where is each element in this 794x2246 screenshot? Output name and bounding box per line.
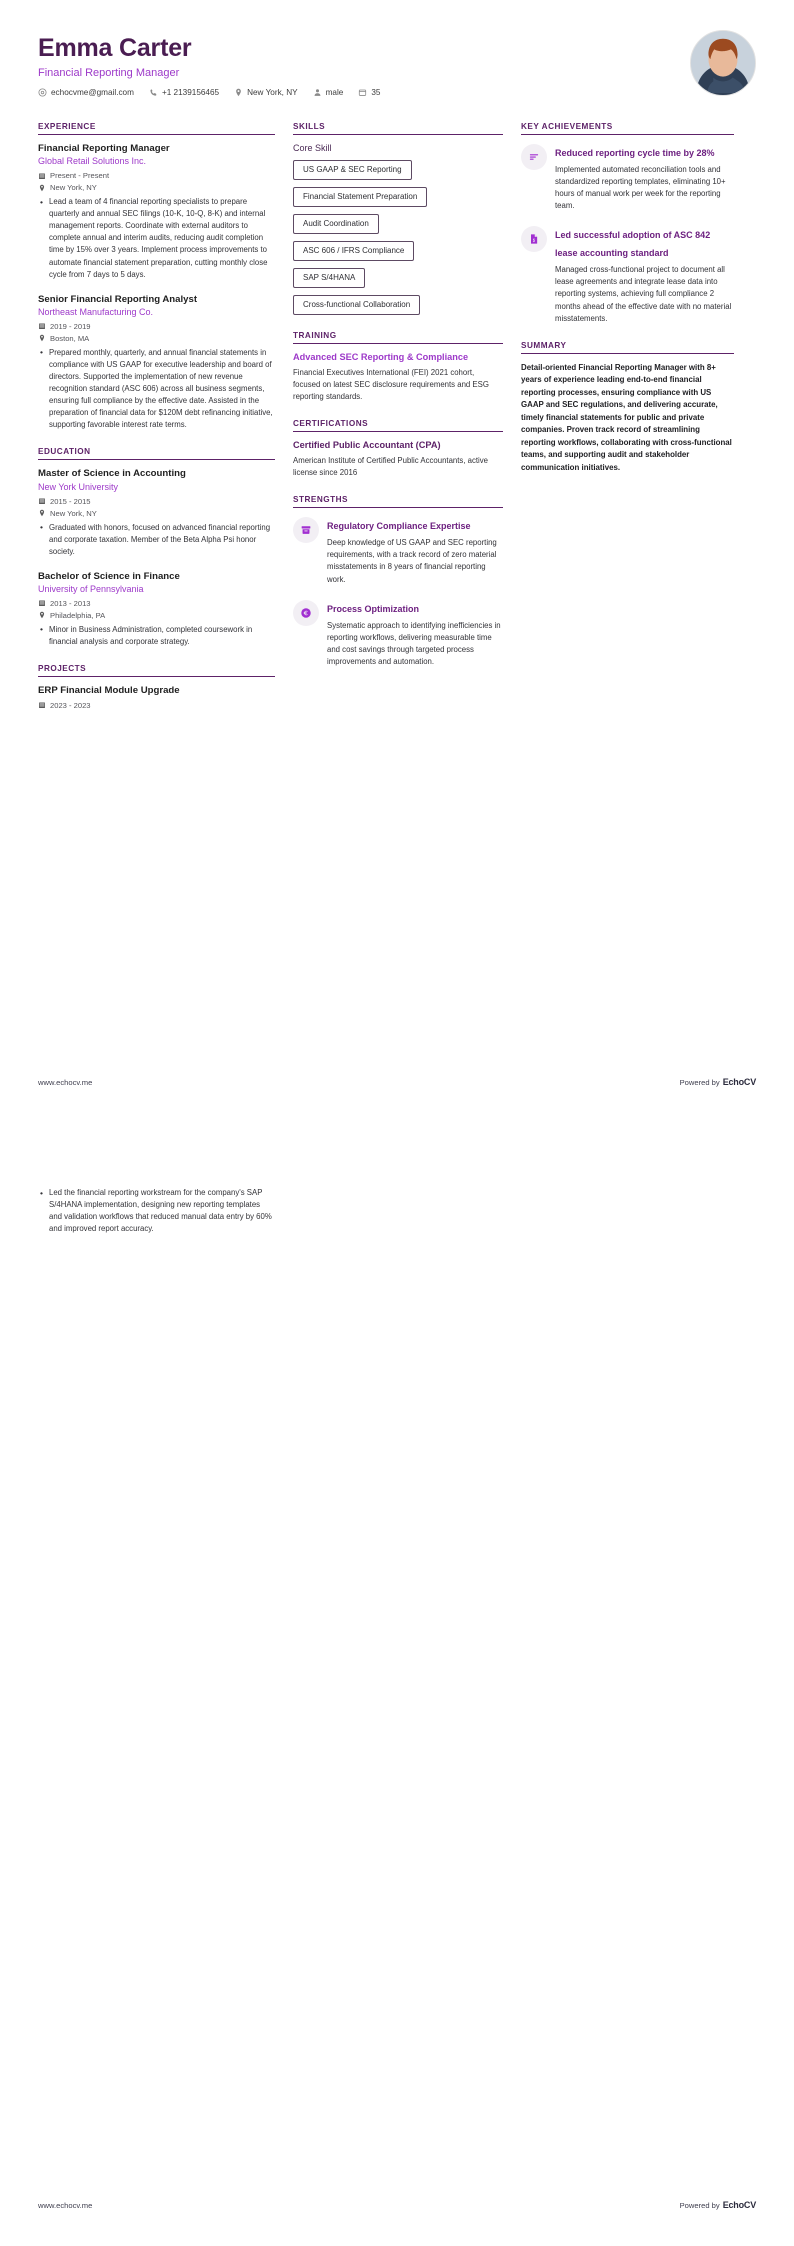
strength-text xyxy=(327,516,503,585)
contact-location xyxy=(234,88,298,97)
award-badge-icon xyxy=(293,517,319,543)
achievement-text xyxy=(555,143,734,212)
entry-organization: Northeast Manufacturing Co. xyxy=(38,307,154,318)
training-title: Advanced SEC Reporting & Compliance xyxy=(293,352,469,362)
strength-title: Process Optimization xyxy=(327,603,420,614)
bullet-item: • Lead a team of 4 financial reporting specialists to prepare quarterly and annual SEC filings (10-K, 10-Q, 8-K) and internal management reports. Coordinate with external auditors to complete annual and interim audits, reducing audit completion time by 15% over 3 years. Implement process improvements to automate financial statement preparation, cutting monthly close cycle from 7 days to 5 days. xyxy=(49,196,275,281)
contact-gender-value: male xyxy=(325,87,344,97)
entry-dates-value: Present - Present xyxy=(50,171,110,181)
entry-title: ERP Financial Module Upgrade xyxy=(38,685,180,697)
section-title-strengths: STRENGTHS xyxy=(293,495,503,508)
achievement-body: Managed cross-functional project to document all lease agreements and integrate lease data into reporting systems, achieving full compliance 2 months ahead of the effective date with no material misstatements. xyxy=(555,265,732,323)
contact-location-value: New York, NY xyxy=(247,87,298,97)
euro-coin-icon xyxy=(293,600,319,626)
contact-phone xyxy=(149,88,219,97)
page-footer xyxy=(38,1077,756,1087)
strength-body: Systematic approach to identifying inefficiencies in reporting workflows, delivering measurable time and cost savings through targeted process improvements and automation. xyxy=(327,620,501,666)
page-2-content xyxy=(0,1123,794,1235)
section-title-key-achievements: KEY ACHIEVEMENTS xyxy=(521,122,734,135)
calendar-icon xyxy=(38,701,46,709)
skill-chip: SAP S/4HANA xyxy=(293,268,365,288)
footer-brand: EchoCV xyxy=(722,2200,756,2210)
entry-location-value: Boston, MA xyxy=(50,333,90,343)
entry-dates-value: 2019 - 2019 xyxy=(50,321,91,331)
footer-powered-label: Powered by xyxy=(679,1078,720,1087)
phone-icon xyxy=(149,88,158,97)
entry-bullets xyxy=(38,347,275,432)
entry-bullets xyxy=(38,522,275,558)
footer-powered-by xyxy=(680,1077,756,1087)
footer-brand: EchoCV xyxy=(722,1077,756,1087)
section-title-summary: SUMMARY xyxy=(521,341,734,354)
calendar-icon xyxy=(358,88,367,97)
achievement-title: Reduced reporting cycle time by 28% xyxy=(555,148,715,158)
resume-header xyxy=(0,0,794,104)
calendar-icon xyxy=(38,497,46,505)
achievement-item xyxy=(521,225,734,324)
achievement-text xyxy=(555,225,734,324)
bullet-item: • Minor in Business Administration, completed coursework in financial analysis and corporate strategy. xyxy=(49,624,275,648)
summary-text: Detail-oriented Financial Reporting Manager with 8+ years of experience leading end-to-end financial reporting processes, ensuring compliance with US GAAP and SEC regulations, and delivering accurate, timely financial statements for public and private companies. Proven track record of streamlining reporting workflows, collaborating with cross-functional teams, and supporting audit and stakeholder communication initiatives. xyxy=(521,362,732,472)
column-right xyxy=(521,122,734,490)
entry-location xyxy=(38,183,275,192)
entry-bullets xyxy=(38,196,275,281)
strength-body: Deep knowledge of US GAAP and SEC reporting requirements, with a track record of zero material misstatements in 8 years of financial reporting work. xyxy=(327,538,497,584)
section-title-certifications: CERTIFICATIONS xyxy=(293,419,503,432)
achievement-body: Implemented automated reconciliation tools and standardized reporting templates, eliminating 10+ hours of manual work per week for the reporting team. xyxy=(555,165,726,211)
entry-bullets xyxy=(38,1187,275,1235)
entry-location-value: New York, NY xyxy=(50,508,97,518)
entry-bullets xyxy=(38,624,275,648)
contact-phone-value: +1 2139156465 xyxy=(161,87,220,97)
pin-icon xyxy=(234,88,243,97)
entry-dates xyxy=(38,701,275,710)
avatar xyxy=(690,30,756,96)
certification-entry xyxy=(293,440,503,479)
calendar-icon xyxy=(38,599,46,607)
entry-title: Financial Reporting Manager xyxy=(38,143,170,154)
certification-body: American Institute of Certified Public Accountants, active license since 2016 xyxy=(293,456,489,478)
skill-chip: US GAAP & SEC Reporting xyxy=(293,160,412,180)
skill-chip-list xyxy=(293,160,503,315)
entry-organization: Global Retail Solutions Inc. xyxy=(38,156,147,167)
page-footer xyxy=(38,2200,756,2210)
entry-location-value: Philadelphia, PA xyxy=(50,610,106,620)
footer-website: www.echocv.me xyxy=(38,1078,93,1087)
strength-item xyxy=(293,599,503,668)
entry-dates xyxy=(38,322,275,331)
certification-title: Certified Public Accountant (CPA) xyxy=(293,440,441,451)
section-title-projects: PROJECTS xyxy=(38,664,275,677)
section-title-skills: SKILLS xyxy=(293,122,503,135)
experience-entry xyxy=(38,294,275,432)
person-icon xyxy=(313,88,322,97)
project-entry xyxy=(38,685,275,709)
calendar-icon xyxy=(38,172,46,180)
entry-dates-value: 2013 - 2013 xyxy=(50,598,91,608)
training-body: Financial Executives International (FEI) 2021 cohort, focused on latest SEC disclosure requirements and ESG reporting standards. xyxy=(293,367,489,402)
header-job-title: Financial Reporting Manager xyxy=(38,66,180,79)
entry-title: Bachelor of Science in Finance xyxy=(38,570,180,582)
section-projects xyxy=(38,664,275,709)
section-strengths xyxy=(293,495,503,668)
document-dollar-icon xyxy=(521,226,547,252)
strength-title: Regulatory Compliance Expertise xyxy=(327,521,471,532)
entry-location xyxy=(38,509,275,518)
section-education xyxy=(38,447,275,648)
project-continuation xyxy=(38,1187,275,1235)
footer-powered-by xyxy=(680,2200,756,2210)
training-entry xyxy=(293,352,503,403)
education-entry xyxy=(38,468,275,557)
entry-location xyxy=(38,334,275,343)
section-title-training: TRAINING xyxy=(293,331,503,344)
column-middle xyxy=(293,122,503,684)
education-entry xyxy=(38,571,275,648)
entry-organization: University of Pennsylvania xyxy=(38,584,144,595)
section-title-experience: EXPERIENCE xyxy=(38,122,275,135)
column-left xyxy=(38,122,275,726)
pin-icon xyxy=(38,334,46,342)
resume-columns xyxy=(0,104,794,726)
experience-entry xyxy=(38,143,275,281)
entry-title: Master of Science in Accounting xyxy=(38,468,186,480)
entry-dates-value: 2023 - 2023 xyxy=(50,700,91,710)
bullet-item: • Led the financial reporting workstream for the company's SAP S/4HANA implementation, designing new reporting templates and validation workflows that reduced manual data entry by 60% and improved report accuracy. xyxy=(49,1187,275,1235)
entry-organization: New York University xyxy=(38,481,119,492)
entry-location xyxy=(38,611,275,620)
section-title-education: EDUCATION xyxy=(38,447,275,460)
entry-title: Senior Financial Reporting Analyst xyxy=(38,293,198,305)
section-key-achievements xyxy=(521,122,734,325)
strength-text xyxy=(327,599,503,668)
contact-email xyxy=(38,88,134,97)
strength-item xyxy=(293,516,503,585)
skill-chip: ASC 606 / IFRS Compliance xyxy=(293,241,414,261)
footer-powered-label: Powered by xyxy=(679,2201,720,2210)
pin-icon xyxy=(38,509,46,517)
entry-dates-value: 2015 - 2015 xyxy=(50,496,91,506)
section-summary xyxy=(521,341,734,474)
resume-page-2 xyxy=(0,1123,794,2246)
email-icon xyxy=(38,88,47,97)
page-title: Emma Carter xyxy=(38,34,192,62)
skill-chip: Audit Coordination xyxy=(293,214,379,234)
contact-email-value: echocvme@gmail.com xyxy=(51,87,134,97)
entry-dates xyxy=(38,599,275,608)
entry-dates xyxy=(38,171,275,180)
achievement-item xyxy=(521,143,734,212)
skill-group-label: Core Skill xyxy=(293,143,332,153)
contact-age-value: 35 xyxy=(371,87,381,97)
bullet-item: • Prepared monthly, quarterly, and annual financial statements in compliance with US GAAP for executive leadership and board of directors. Supported the implementation of new revenue recognition standard (ASC 606) across all business segments, ensuring full compliance by the effective date. Assisted in the preparation of financial data for $120M debt refinancing initiative, supporting favorable interest rate terms. xyxy=(49,347,275,432)
contact-gender xyxy=(313,88,344,97)
pin-icon xyxy=(38,611,46,619)
entry-dates xyxy=(38,497,275,506)
section-skills xyxy=(293,122,503,315)
skill-chip: Cross-functional Collaboration xyxy=(293,295,420,315)
entry-location-value: New York, NY xyxy=(50,183,97,193)
section-experience xyxy=(38,122,275,431)
section-training xyxy=(293,331,503,403)
achievement-title: Led successful adoption of ASC 842 lease accounting standard xyxy=(555,230,711,259)
contact-row xyxy=(38,88,756,97)
bullet-item: • Graduated with honors, focused on advanced financial reporting and corporate taxation. Member of the Beta Alpha Psi honor society. xyxy=(49,522,275,558)
skill-chip: Financial Statement Preparation xyxy=(293,187,427,207)
contact-age xyxy=(358,88,380,97)
bar-lines-icon xyxy=(521,144,547,170)
section-certifications xyxy=(293,419,503,479)
pin-icon xyxy=(38,184,46,192)
calendar-icon xyxy=(38,322,46,330)
footer-website: www.echocv.me xyxy=(38,2201,93,2210)
